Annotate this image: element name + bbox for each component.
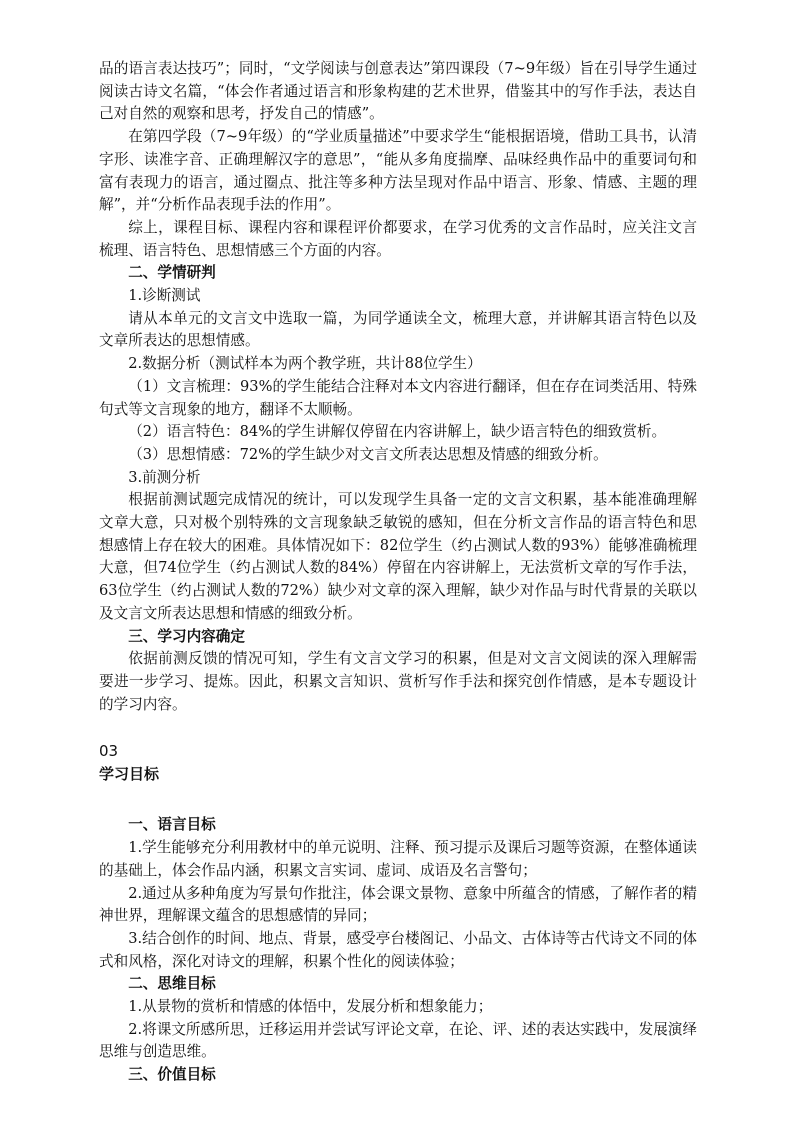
heading-thinking-goals: 二、思维目标 — [128, 975, 216, 993]
heading-content-decision: 三、学习内容确定 — [128, 627, 245, 645]
list-item-language-1: 1.学生能够充分利用教材中的单元说明、注释、预习提示及课后习题等资源，在整体通读的基础上，体会作品内涵，积累文言实词、虚词、成语及名言警句； — [99, 839, 697, 879]
paragraph-content-decision: 依据前测反馈的情况可知，学生有文言文学习的积累，但是对文言文阅读的深入理解需要进一步学习、提炼。因此，积累文言知识、赏析写作手法和探究创作情感，是本专题设计的学习内容。 — [99, 650, 697, 713]
paragraph-quality-description: 在第四学段（7~9年级）的“学业质量描述”中要求学生“能根据语境，借助工具书，认清字形、读准字音、正确理解汉字的意思”，“能从多角度揣摩、品味经典作品中的重要词句和富有表现力的语言，通过圈点、批注等多种方法呈现对作品中语言、形象、情感、主题的理解”，并“分析作品表现手法的作用”。 — [99, 128, 697, 214]
section-title: 学习目标 — [99, 765, 160, 784]
paragraph-diagnosis: 请从本单元的文言文中选取一篇，为同学通读全文，梳理大意，并讲解其语言特色以及文章所表达的思想情感。 — [99, 309, 697, 350]
paragraph-continued: 品的语言表达技巧”；同时，“文学阅读与创意表达”第四课段（7~9年级）旨在引导学生通过阅读古诗文名篇，“体会作者通过语言和形象构建的艺术世界，借鉴其中的写作手法，表达自己对自然的观察和思考，抒发自己的情感”。 — [99, 60, 697, 123]
subheading-diagnosis: 1.诊断测试 — [128, 287, 201, 305]
list-item-language-3: 3.结合创作的时间、地点、背景，感受亭台楼阁记、小品文、古体诗等古代诗文不同的体式和风格，深化对诗文的理解，积累个性化的阅读体验； — [99, 929, 697, 970]
spacer — [99, 716, 697, 740]
paragraph-summary: 综上，课程目标、课程内容和课程评价都要求，在学习优秀的文言作品时，应关注文言梳理、语言特色、思想情感三个方面的内容。 — [99, 218, 697, 259]
list-item-data-2: （2）语言特色：84%的学生讲解仅停留在内容讲解上，缺少语言特色的细致赏析。 — [128, 423, 667, 441]
spacer — [99, 786, 697, 814]
paragraph-pretest: 根据前测试题完成情况的统计，可以发现学生具备一定的文言文积累，基本能准确理解文章大意，只对极个别特殊的文言现象缺乏敏锐的感知，但在分析文言作品的语言特色和思想感情上存在较大的困难。具体情况如下：82位学生（约占测试人数的93%）能够准确梳理大意，但74位学生（约占测试人数的84%）停留在内容讲解上，无法赏析文章的写作手法，63位学生（约占测试人数的72%）缺少对文章的深入理解，缺少对作品与时代背景的关联以及文言文所表达思想和情感的细致分析。 — [99, 491, 697, 622]
list-item-data-1: （1）文言梳理：93%的学生能结合注释对本文内容进行翻译，但在存在词类活用、特殊句式等文言现象的地方，翻译不太顺畅。 — [99, 377, 697, 418]
subheading-data-analysis: 2.数据分析（测试样本为两个教学班，共计88位学生） — [128, 355, 482, 373]
list-item-thinking-2: 2.将课文所感所思，迁移运用并尝试写评论文章，在论、评、述的表达实践中，发展演绎思维与创造思维。 — [99, 1020, 697, 1061]
list-item-data-3: （3）思想情感：72%的学生缺少对文言文所表达思想及情感的细致分析。 — [128, 445, 608, 463]
list-item-language-2: 2.通过从多种角度为写景句作批注，体会课文景物、意象中所蕴含的情感，了解作者的精神世界，理解课文蕴含的思想感情的异同； — [99, 884, 697, 925]
section-number: 03 — [99, 742, 119, 761]
list-item-thinking-1: 1.从景物的赏析和情感的体悟中，发展分析和想象能力； — [128, 998, 493, 1016]
heading-value-goals: 三、价值目标 — [128, 1066, 216, 1084]
subheading-pretest: 3.前测分析 — [128, 468, 201, 486]
heading-learning-analysis: 二、学情研判 — [128, 264, 216, 282]
heading-language-goals: 一、语言目标 — [128, 816, 216, 834]
document-body — [99, 58, 697, 1087]
